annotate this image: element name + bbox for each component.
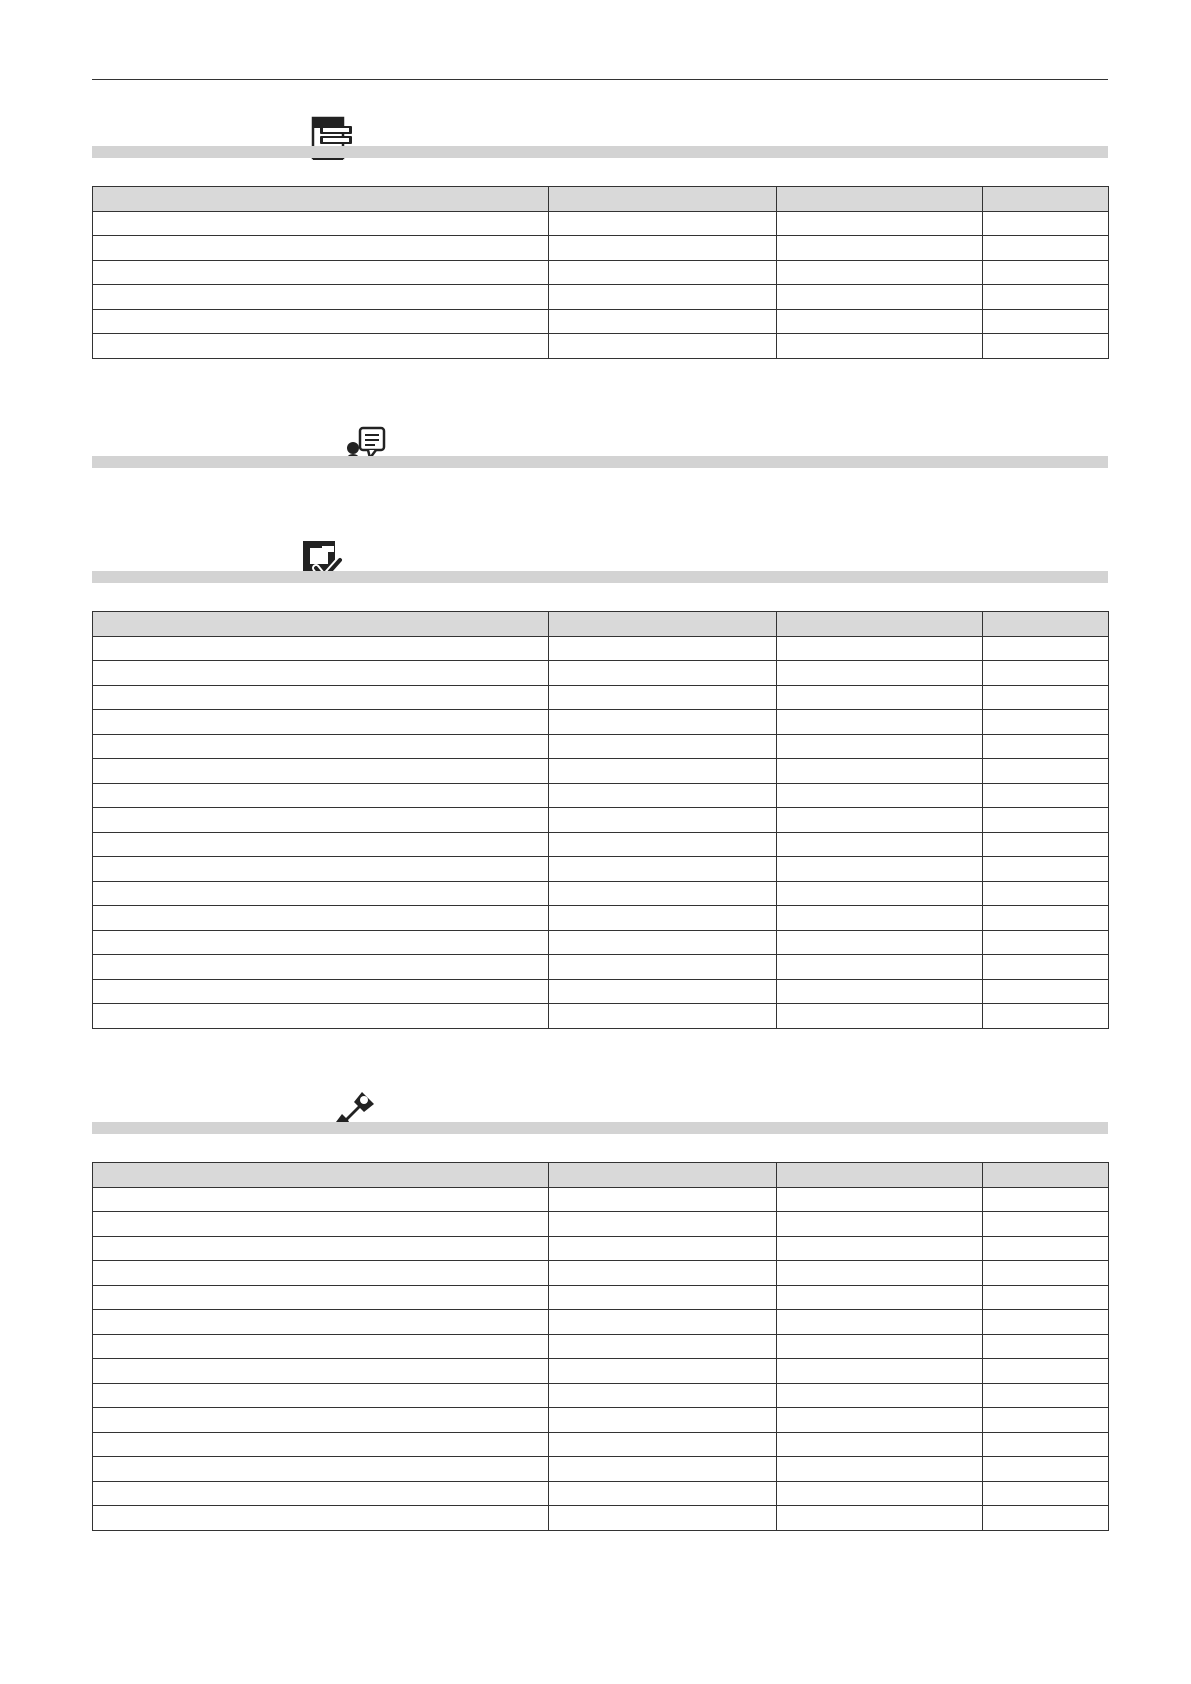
table-row xyxy=(93,906,1109,931)
table-cell xyxy=(549,260,777,285)
table-cell xyxy=(549,1334,777,1359)
table-cell xyxy=(983,783,1109,808)
table-cell xyxy=(777,1236,983,1261)
table-row xyxy=(93,881,1109,906)
table-cell xyxy=(983,1236,1109,1261)
table-row xyxy=(93,1457,1109,1482)
table-cell xyxy=(777,1212,983,1237)
table-cell xyxy=(983,285,1109,310)
table-cell xyxy=(777,710,983,735)
table-cell xyxy=(93,1457,549,1482)
table-cell xyxy=(549,906,777,931)
header-cell xyxy=(983,1163,1109,1188)
table-row xyxy=(93,285,1109,310)
table-cell xyxy=(777,783,983,808)
table-cell xyxy=(777,334,983,359)
table-cell xyxy=(93,1212,549,1237)
header-cell xyxy=(983,612,1109,637)
table-cell xyxy=(549,1383,777,1408)
table-cell xyxy=(983,734,1109,759)
table-cell xyxy=(983,1383,1109,1408)
table-cell xyxy=(93,710,549,735)
header-cell xyxy=(777,187,983,212)
table-row xyxy=(93,808,1109,833)
table-cell xyxy=(549,1236,777,1261)
table-cell xyxy=(549,734,777,759)
table-cell xyxy=(93,260,549,285)
table-cell xyxy=(93,1383,549,1408)
table-row xyxy=(93,685,1109,710)
table-cell xyxy=(983,661,1109,686)
table-cell xyxy=(93,979,549,1004)
table-1 xyxy=(92,186,1109,359)
table-cell xyxy=(549,759,777,784)
table-row xyxy=(93,309,1109,334)
table-3 xyxy=(92,1162,1109,1531)
table-cell xyxy=(93,334,549,359)
table-row xyxy=(93,930,1109,955)
table-cell xyxy=(93,211,549,236)
table-cell xyxy=(983,1285,1109,1310)
table-cell xyxy=(549,211,777,236)
table-cell xyxy=(777,930,983,955)
table-cell xyxy=(777,1383,983,1408)
table-row xyxy=(93,1383,1109,1408)
table-row xyxy=(93,1359,1109,1384)
table-cell xyxy=(93,1359,549,1384)
table-cell xyxy=(549,1408,777,1433)
header-cell xyxy=(777,612,983,637)
table-cell xyxy=(549,1359,777,1384)
table-row xyxy=(93,1004,1109,1029)
table-cell xyxy=(777,759,983,784)
table-row xyxy=(93,857,1109,882)
table-cell xyxy=(549,1432,777,1457)
table-row xyxy=(93,1187,1109,1212)
header-cell xyxy=(93,1163,549,1188)
table-cell xyxy=(93,1261,549,1286)
table-cell xyxy=(983,710,1109,735)
table-cell xyxy=(549,1481,777,1506)
table-cell xyxy=(983,260,1109,285)
table-cell xyxy=(93,1481,549,1506)
table-cell xyxy=(777,236,983,261)
table-cell xyxy=(777,1432,983,1457)
table-cell xyxy=(93,1506,549,1531)
header-cell xyxy=(983,187,1109,212)
table-cell xyxy=(983,979,1109,1004)
table-2 xyxy=(92,611,1109,1029)
table-cell xyxy=(549,1004,777,1029)
table-row xyxy=(93,1432,1109,1457)
table-cell xyxy=(983,1432,1109,1457)
table-row xyxy=(93,211,1109,236)
table-row xyxy=(93,334,1109,359)
table-cell xyxy=(983,1481,1109,1506)
table-row xyxy=(93,1310,1109,1335)
table-cell xyxy=(983,1359,1109,1384)
table-row xyxy=(93,661,1109,686)
table-cell xyxy=(549,832,777,857)
table-row xyxy=(93,260,1109,285)
table-cell xyxy=(93,1285,549,1310)
table-cell xyxy=(549,857,777,882)
table-cell xyxy=(777,734,983,759)
table-cell xyxy=(549,309,777,334)
table-row xyxy=(93,1261,1109,1286)
table-cell xyxy=(983,1408,1109,1433)
table-cell xyxy=(93,685,549,710)
table-cell xyxy=(93,636,549,661)
table-cell xyxy=(549,955,777,980)
section-bar-1 xyxy=(92,146,1108,158)
table-cell xyxy=(549,808,777,833)
table-row xyxy=(93,236,1109,261)
table-cell xyxy=(93,1310,549,1335)
table-row xyxy=(93,1212,1109,1237)
table-cell xyxy=(983,636,1109,661)
table-row xyxy=(93,1236,1109,1261)
table-cell xyxy=(983,930,1109,955)
table-cell xyxy=(777,881,983,906)
table-cell xyxy=(93,832,549,857)
table-cell xyxy=(777,1457,983,1482)
table-cell xyxy=(93,783,549,808)
table-cell xyxy=(983,881,1109,906)
table-cell xyxy=(93,1236,549,1261)
table-cell xyxy=(93,1432,549,1457)
table-cell xyxy=(93,661,549,686)
table-cell xyxy=(549,979,777,1004)
table-cell xyxy=(549,881,777,906)
table-cell xyxy=(777,1408,983,1433)
page-top-rule xyxy=(92,79,1108,80)
table-cell xyxy=(983,1334,1109,1359)
table-cell xyxy=(777,285,983,310)
table-cell xyxy=(983,236,1109,261)
table-cell xyxy=(777,260,983,285)
table-cell xyxy=(93,857,549,882)
table-cell xyxy=(93,930,549,955)
table-cell xyxy=(549,661,777,686)
table-cell xyxy=(549,236,777,261)
table-row xyxy=(93,955,1109,980)
table-cell xyxy=(777,1334,983,1359)
table-cell xyxy=(777,955,983,980)
table-cell xyxy=(983,1506,1109,1531)
table-cell xyxy=(777,1359,983,1384)
table-cell xyxy=(983,334,1109,359)
table-cell xyxy=(93,1408,549,1433)
header-cell xyxy=(93,187,549,212)
table-cell xyxy=(983,685,1109,710)
table-cell xyxy=(777,832,983,857)
table-row xyxy=(93,759,1109,784)
table-cell xyxy=(983,211,1109,236)
table-cell xyxy=(549,636,777,661)
table-cell xyxy=(983,1187,1109,1212)
table-row xyxy=(93,1408,1109,1433)
table-cell xyxy=(549,783,777,808)
table-row xyxy=(93,783,1109,808)
table-row xyxy=(93,636,1109,661)
table-row xyxy=(93,1285,1109,1310)
table-cell xyxy=(549,1187,777,1212)
table-cell xyxy=(983,759,1109,784)
header-cell xyxy=(777,1163,983,1188)
table-cell xyxy=(983,857,1109,882)
table-cell xyxy=(93,759,549,784)
table-cell xyxy=(777,1004,983,1029)
table-cell xyxy=(93,808,549,833)
table-row xyxy=(93,979,1109,1004)
table-row xyxy=(93,1334,1109,1359)
table-cell xyxy=(777,1481,983,1506)
table-cell xyxy=(549,685,777,710)
table-cell xyxy=(777,808,983,833)
table-cell xyxy=(777,309,983,334)
table-cell xyxy=(777,1310,983,1335)
table-cell xyxy=(549,1310,777,1335)
table-cell xyxy=(777,211,983,236)
table-cell xyxy=(93,881,549,906)
table-cell xyxy=(777,1187,983,1212)
section-bar-4 xyxy=(92,1122,1108,1134)
table-cell xyxy=(549,334,777,359)
table-cell xyxy=(983,1261,1109,1286)
table-cell xyxy=(93,734,549,759)
table-header-row xyxy=(93,612,1109,637)
table-header-row xyxy=(93,187,1109,212)
section-bar-2 xyxy=(92,456,1108,468)
table-cell xyxy=(549,1285,777,1310)
table-row xyxy=(93,734,1109,759)
table-cell xyxy=(93,955,549,980)
header-cell xyxy=(549,612,777,637)
table-cell xyxy=(983,955,1109,980)
table-header-row xyxy=(93,1163,1109,1188)
table-cell xyxy=(549,1506,777,1531)
table-cell xyxy=(549,285,777,310)
table-cell xyxy=(777,1285,983,1310)
table-cell xyxy=(93,1187,549,1212)
table-cell xyxy=(93,285,549,310)
table-cell xyxy=(777,1506,983,1531)
table-row xyxy=(93,710,1109,735)
table-cell xyxy=(983,309,1109,334)
table-row xyxy=(93,1481,1109,1506)
header-cell xyxy=(93,612,549,637)
table-cell xyxy=(777,979,983,1004)
table-cell xyxy=(549,1261,777,1286)
table-cell xyxy=(983,1212,1109,1237)
table-cell xyxy=(777,636,983,661)
table-cell xyxy=(983,906,1109,931)
table-cell xyxy=(93,1004,549,1029)
table-cell xyxy=(93,309,549,334)
table-cell xyxy=(777,857,983,882)
table-cell xyxy=(549,930,777,955)
table-cell xyxy=(549,1457,777,1482)
table-cell xyxy=(777,661,983,686)
header-cell xyxy=(549,187,777,212)
table-row xyxy=(93,1506,1109,1531)
section-bar-3 xyxy=(92,571,1108,583)
table-cell xyxy=(983,1310,1109,1335)
table-cell xyxy=(983,1457,1109,1482)
table-cell xyxy=(93,236,549,261)
table-cell xyxy=(983,1004,1109,1029)
table-row xyxy=(93,832,1109,857)
table-cell xyxy=(93,1334,549,1359)
table-cell xyxy=(777,685,983,710)
table-cell xyxy=(777,906,983,931)
header-cell xyxy=(549,1163,777,1188)
table-cell xyxy=(549,710,777,735)
table-cell xyxy=(549,1212,777,1237)
table-cell xyxy=(777,1261,983,1286)
table-cell xyxy=(983,808,1109,833)
table-cell xyxy=(983,832,1109,857)
table-cell xyxy=(93,906,549,931)
